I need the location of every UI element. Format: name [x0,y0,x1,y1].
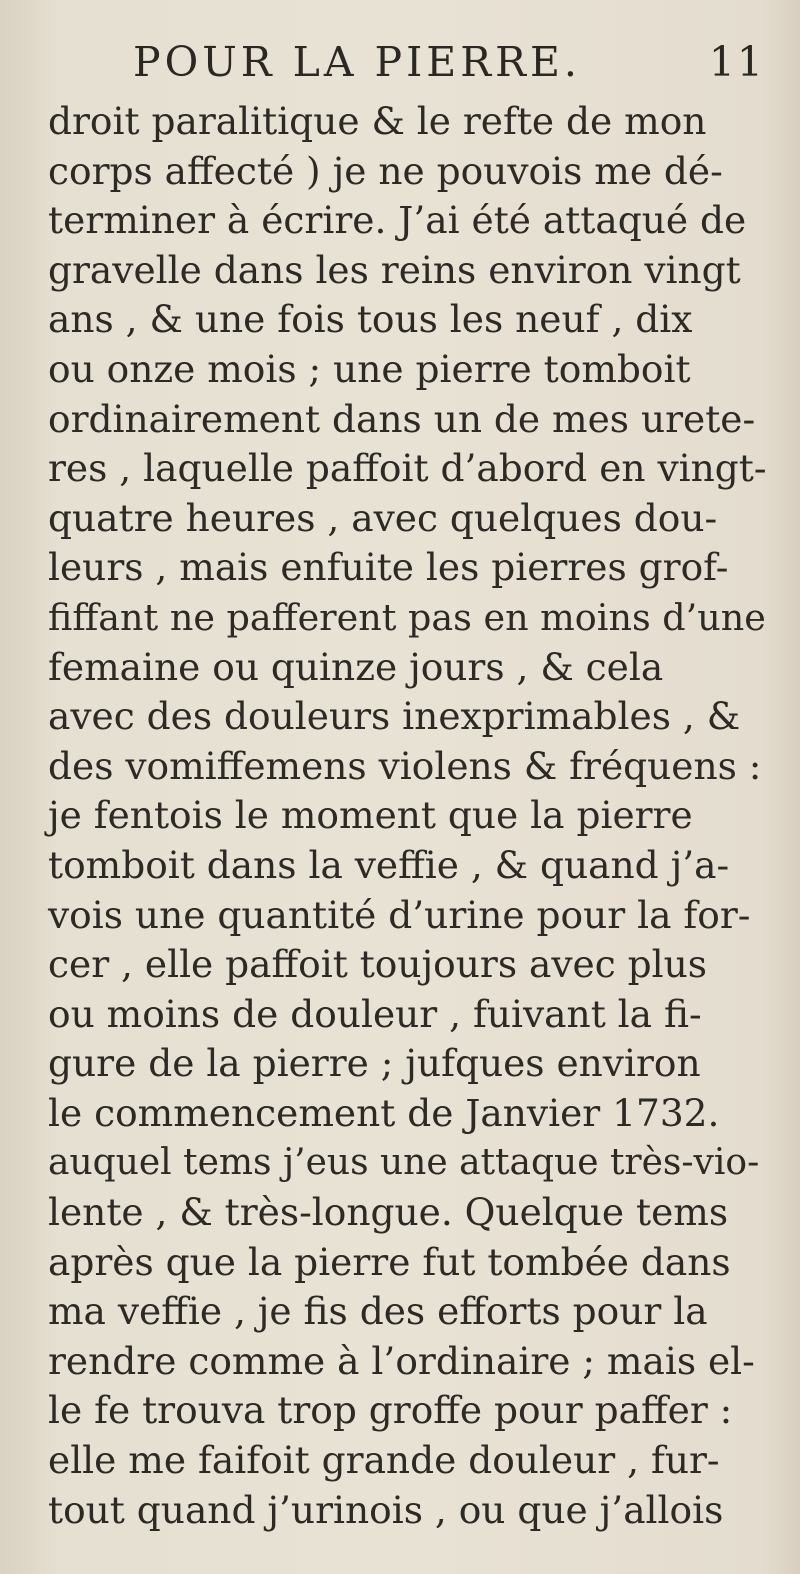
text-line: ou moins de douleur , fuivant la fi- [48,991,702,1036]
running-header [125,38,765,98]
body-text [48,97,768,1535]
text-line: après que la pierre fut tombée dans [48,1239,731,1284]
text-line: lente , & très-longue. Quelque tems [48,1190,729,1235]
text-line: gure de la pierre ; jufques environ [48,1041,701,1086]
text-line: avec des douleurs inexprimables , & [48,694,741,739]
text-line: tout quand j’urinois , ou que j’allois [48,1487,724,1532]
text-line: ans , & une fois tous les neuf , dix [48,297,693,342]
text-line: femaine ou quinze jours , & cela [48,644,664,689]
text-line: droit paralitique & le refte de mon [48,99,707,143]
text-line: gravelle dans les reins environ vingt [48,247,741,292]
running-title: POUR LA PIERRE. [133,38,581,86]
page-number: 11 [708,38,765,86]
text-line: auquel tems j’eus une attaque très-vio- [48,1142,760,1184]
text-line: res , laquelle paffoit d’abord en vingt- [48,446,767,491]
text-line: terminer à écrire. J’ai été attaqué de [48,198,747,243]
text-line: quatre heures , avec quelques dou- [48,495,718,540]
text-line: le fe trouva trop groffe pour paffer : [48,1388,733,1433]
text-line: vois une quantité d’urine pour la for- [48,892,751,937]
text-line: rendre comme à l’ordinaire ; mais el- [48,1338,755,1383]
text-line: des vomiffemens violens & fréquens : [48,743,762,788]
text-line: cer , elle paffoit toujours avec plus [48,942,708,987]
text-line: leurs , mais enfuite les pierres grof- [48,545,729,590]
text-line: fiffant ne pafferent pas en moins d’une [48,595,766,639]
text-line: ordinairement dans un de mes urete- [48,396,756,441]
text-line: elle me faifoit grande douleur , fur- [48,1438,720,1483]
text-line: tomboit dans la veffie , & quand j’a- [48,842,730,887]
text-line: corps affecté ) je ne pouvois me dé- [48,148,723,193]
text-line: le commencement de Janvier 1732. [48,1090,720,1135]
text-line: ou onze mois ; une pierre tomboit [48,346,691,391]
text-line: ma veffie , je fis des efforts pour la [48,1289,708,1334]
text-line: je fentois le moment que la pierre [48,793,693,838]
